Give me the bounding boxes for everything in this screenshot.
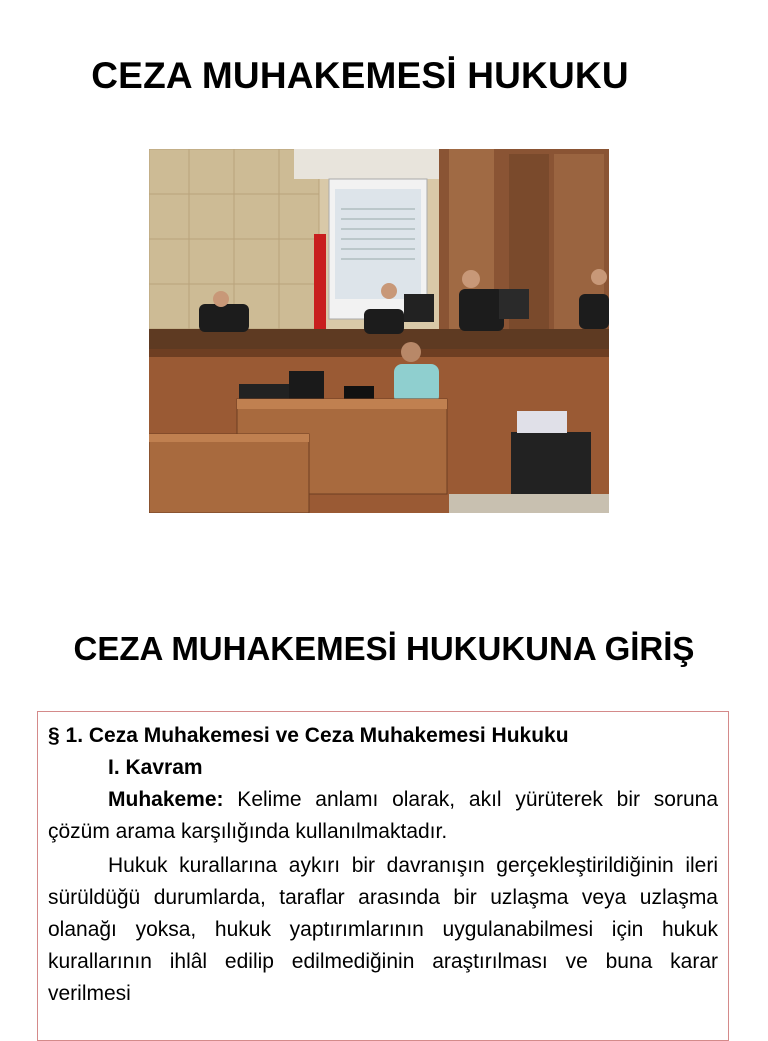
definition-text: Kelime anlamı olarak, akıl yürüterek bir soruna çözüm arama karşılığında kullanılmaktadır. bbox=[48, 788, 718, 843]
definition-term: Muhakeme: bbox=[108, 788, 224, 811]
courtroom-photo bbox=[149, 149, 609, 513]
sub-heading: I. Kavram bbox=[108, 756, 203, 779]
definition-paragraph bbox=[48, 784, 718, 848]
body-paragraph: Hukuk kurallarına aykırı bir davranışın gerçekleştirildiğinin ileri sürüldüğü durumlarda, taraflar arasında bir uzlaşma veya uzlaşma olanağı yoksa, hukuk yaptırımlarının uygulanabilmesi için hukuk kurallarının ihlâl edilip edilmediğinin araştırılması ve buna karar verilmesi bbox=[48, 854, 718, 1005]
slide-title: CEZA MUHAKEMESİ HUKUKU bbox=[91, 55, 629, 96]
box-heading: § 1. Ceza Muhakemesi ve Ceza Muhakemesi Hukuku bbox=[48, 724, 569, 747]
section-title: CEZA MUHAKEMESİ HUKUKUNA GİRİŞ bbox=[73, 630, 695, 667]
courtroom-illustration bbox=[149, 149, 609, 513]
content-box bbox=[37, 711, 729, 1041]
